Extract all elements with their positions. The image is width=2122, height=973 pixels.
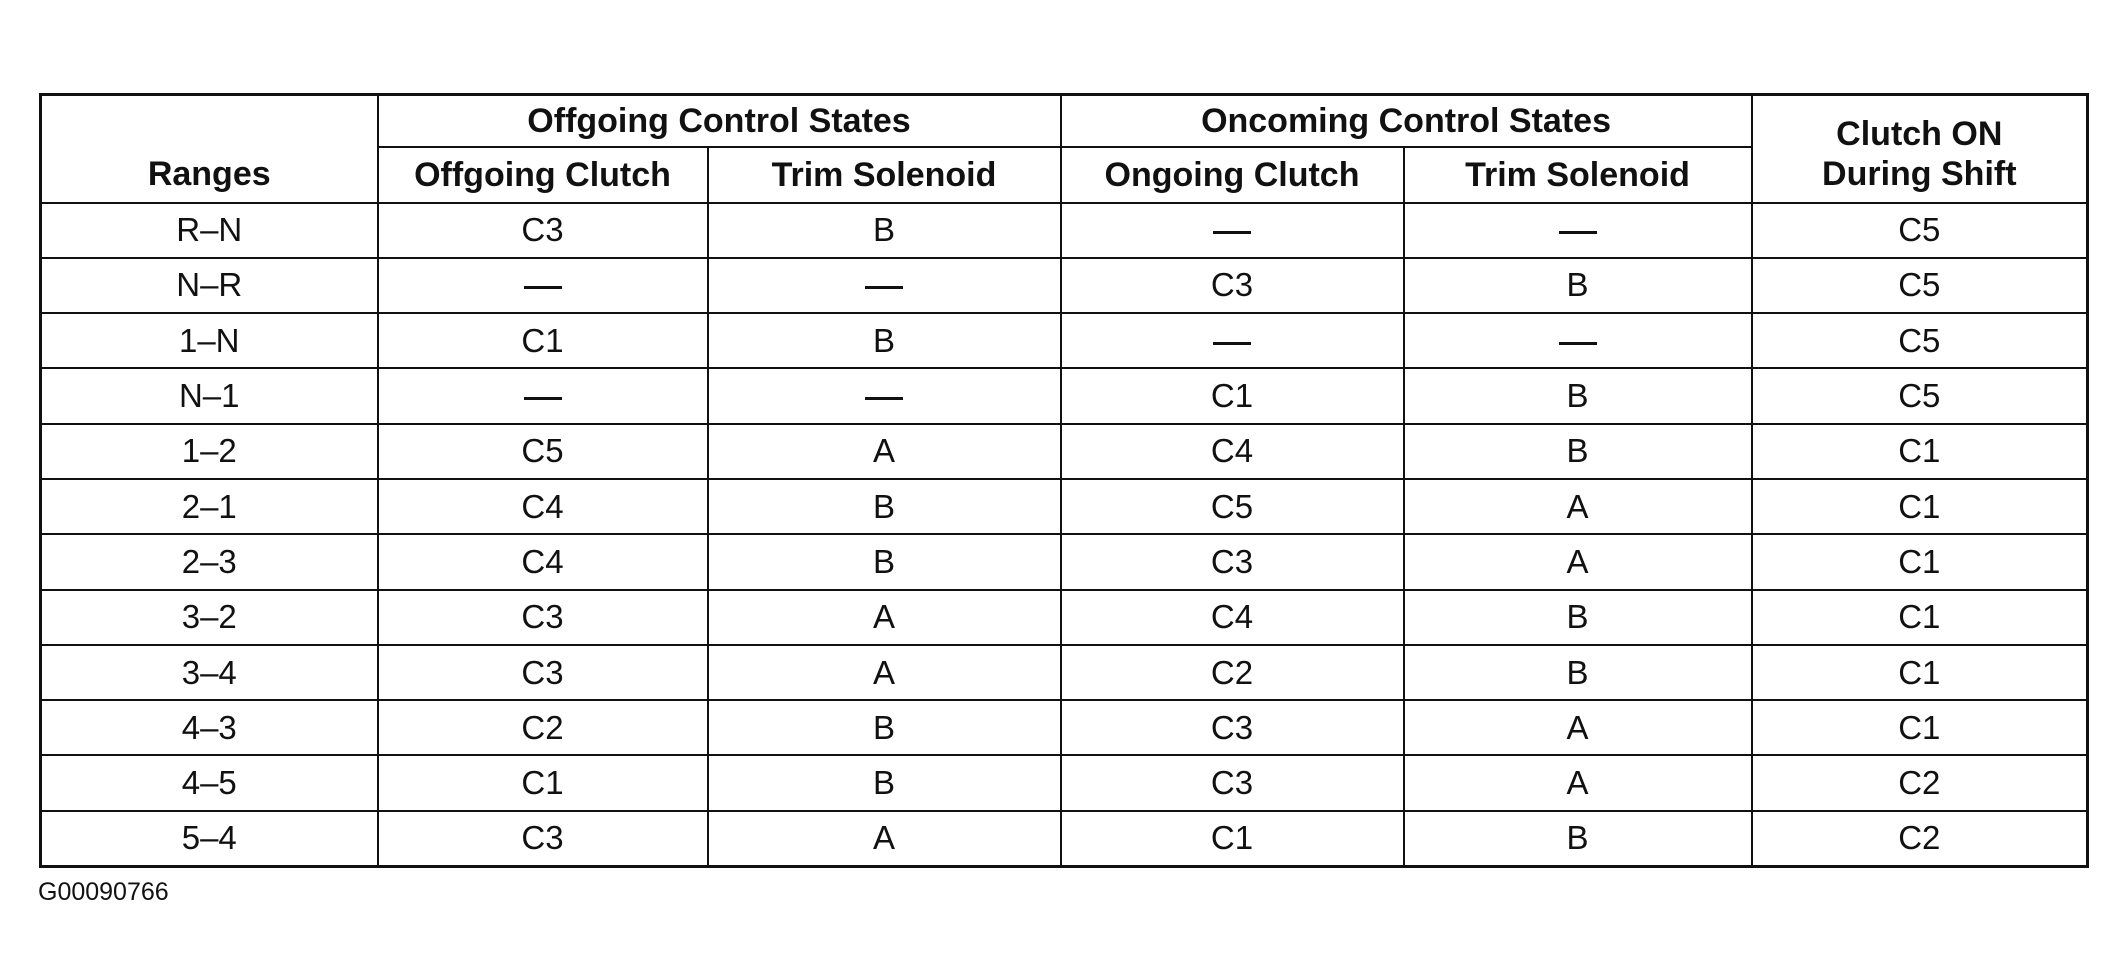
table-row xyxy=(41,755,2088,810)
oncoming-trim-cell: B xyxy=(1404,645,1752,700)
table-row xyxy=(41,203,2088,258)
ongoing-clutch-cell: C3 xyxy=(1061,700,1404,755)
oncoming-trim-cell: A xyxy=(1404,479,1752,534)
clutch-on-cell: C5 xyxy=(1752,313,2088,368)
ongoing-clutch-cell: C4 xyxy=(1061,424,1404,479)
ranges-header: Ranges xyxy=(41,95,378,203)
oncoming-trim-cell: B xyxy=(1404,590,1752,645)
offgoing-clutch-cell: C3 xyxy=(378,203,708,258)
table-row xyxy=(41,479,2088,534)
offgoing-clutch-cell: C2 xyxy=(378,700,708,755)
table-body xyxy=(41,203,2088,867)
offgoing-trim-cell: A xyxy=(708,424,1061,479)
clutch-on-cell: C1 xyxy=(1752,479,2088,534)
oncoming-trim-cell: A xyxy=(1404,755,1752,810)
clutch-on-cell: C1 xyxy=(1752,645,2088,700)
offgoing-trim-cell: B xyxy=(708,534,1061,589)
offgoing-trim-cell xyxy=(708,258,1061,313)
offgoing-clutch-cell: C1 xyxy=(378,313,708,368)
offgoing-trim-cell xyxy=(708,368,1061,423)
range-cell: N–R xyxy=(41,258,378,313)
offgoing-clutch-cell: C3 xyxy=(378,590,708,645)
range-cell: 5–4 xyxy=(41,811,378,866)
table-row xyxy=(41,645,2088,700)
offgoing-clutch-cell: C1 xyxy=(378,755,708,810)
range-cell: 2–1 xyxy=(41,479,378,534)
range-cell: 2–3 xyxy=(41,534,378,589)
clutch-on-cell: C1 xyxy=(1752,700,2088,755)
oncoming-trim-cell: B xyxy=(1404,258,1752,313)
clutch-on-cell: C2 xyxy=(1752,811,2088,866)
offgoing-clutch-cell: C3 xyxy=(378,811,708,866)
ongoing-clutch-cell xyxy=(1061,203,1404,258)
offgoing-clutch-cell xyxy=(378,368,708,423)
clutch-on-cell: C1 xyxy=(1752,424,2088,479)
clutch-on-header-line1: Clutch ON xyxy=(1836,114,2003,153)
oncoming-trim-cell xyxy=(1404,313,1752,368)
offgoing-trim-cell: B xyxy=(708,203,1061,258)
range-cell: 1–N xyxy=(41,313,378,368)
ongoing-clutch-cell xyxy=(1061,313,1404,368)
table-row xyxy=(41,424,2088,479)
offgoing-control-states-header: Offgoing Control States xyxy=(378,95,1061,147)
oncoming-trim-cell: B xyxy=(1404,811,1752,866)
table-row xyxy=(41,700,2088,755)
range-cell: 1–2 xyxy=(41,424,378,479)
dash-mark xyxy=(865,286,903,289)
dash-mark xyxy=(1559,231,1597,234)
clutch-on-cell: C5 xyxy=(1752,258,2088,313)
offgoing-clutch-cell: C5 xyxy=(378,424,708,479)
clutch-on-cell: C5 xyxy=(1752,368,2088,423)
offgoing-clutch-header: Offgoing Clutch xyxy=(378,147,708,203)
range-cell: 3–2 xyxy=(41,590,378,645)
offgoing-trim-cell: A xyxy=(708,811,1061,866)
oncoming-trim-cell: A xyxy=(1404,700,1752,755)
ongoing-clutch-cell: C2 xyxy=(1061,645,1404,700)
shift-control-table xyxy=(39,93,2089,868)
ongoing-clutch-cell: C1 xyxy=(1061,368,1404,423)
dash-mark xyxy=(524,286,562,289)
offgoing-trim-solenoid-header: Trim Solenoid xyxy=(708,147,1061,203)
table-row xyxy=(41,368,2088,423)
dash-mark xyxy=(1213,342,1251,345)
oncoming-trim-cell: A xyxy=(1404,534,1752,589)
figure-id: G00090766 xyxy=(38,878,169,906)
offgoing-trim-cell: B xyxy=(708,479,1061,534)
offgoing-trim-cell: A xyxy=(708,590,1061,645)
ongoing-clutch-cell: C3 xyxy=(1061,534,1404,589)
oncoming-control-states-header: Oncoming Control States xyxy=(1061,95,1752,147)
table-row xyxy=(41,534,2088,589)
offgoing-trim-cell: B xyxy=(708,313,1061,368)
ongoing-clutch-cell: C4 xyxy=(1061,590,1404,645)
table-row xyxy=(41,811,2088,866)
dash-mark xyxy=(1559,342,1597,345)
offgoing-clutch-cell xyxy=(378,258,708,313)
range-cell: R–N xyxy=(41,203,378,258)
dash-mark xyxy=(865,397,903,400)
oncoming-trim-cell: B xyxy=(1404,424,1752,479)
dash-mark xyxy=(524,397,562,400)
clutch-on-cell: C5 xyxy=(1752,203,2088,258)
table-row xyxy=(41,258,2088,313)
range-cell: 4–5 xyxy=(41,755,378,810)
oncoming-trim-cell: B xyxy=(1404,368,1752,423)
offgoing-trim-cell: A xyxy=(708,645,1061,700)
offgoing-trim-cell: B xyxy=(708,755,1061,810)
clutch-on-during-shift-header xyxy=(1752,95,2088,203)
ongoing-clutch-header: Ongoing Clutch xyxy=(1061,147,1404,203)
oncoming-trim-cell xyxy=(1404,203,1752,258)
clutch-on-header-line2: During Shift xyxy=(1822,154,2017,193)
clutch-on-cell: C1 xyxy=(1752,534,2088,589)
oncoming-trim-solenoid-header: Trim Solenoid xyxy=(1404,147,1752,203)
range-cell: 4–3 xyxy=(41,700,378,755)
offgoing-clutch-cell: C4 xyxy=(378,479,708,534)
clutch-on-cell: C1 xyxy=(1752,590,2088,645)
ongoing-clutch-cell: C3 xyxy=(1061,755,1404,810)
table-row xyxy=(41,590,2088,645)
ongoing-clutch-cell: C5 xyxy=(1061,479,1404,534)
offgoing-trim-cell: B xyxy=(708,700,1061,755)
range-cell: 3–4 xyxy=(41,645,378,700)
dash-mark xyxy=(1213,231,1251,234)
offgoing-clutch-cell: C3 xyxy=(378,645,708,700)
range-cell: N–1 xyxy=(41,368,378,423)
ongoing-clutch-cell: C3 xyxy=(1061,258,1404,313)
table-row xyxy=(41,313,2088,368)
ongoing-clutch-cell: C1 xyxy=(1061,811,1404,866)
clutch-on-cell: C2 xyxy=(1752,755,2088,810)
offgoing-clutch-cell: C4 xyxy=(378,534,708,589)
